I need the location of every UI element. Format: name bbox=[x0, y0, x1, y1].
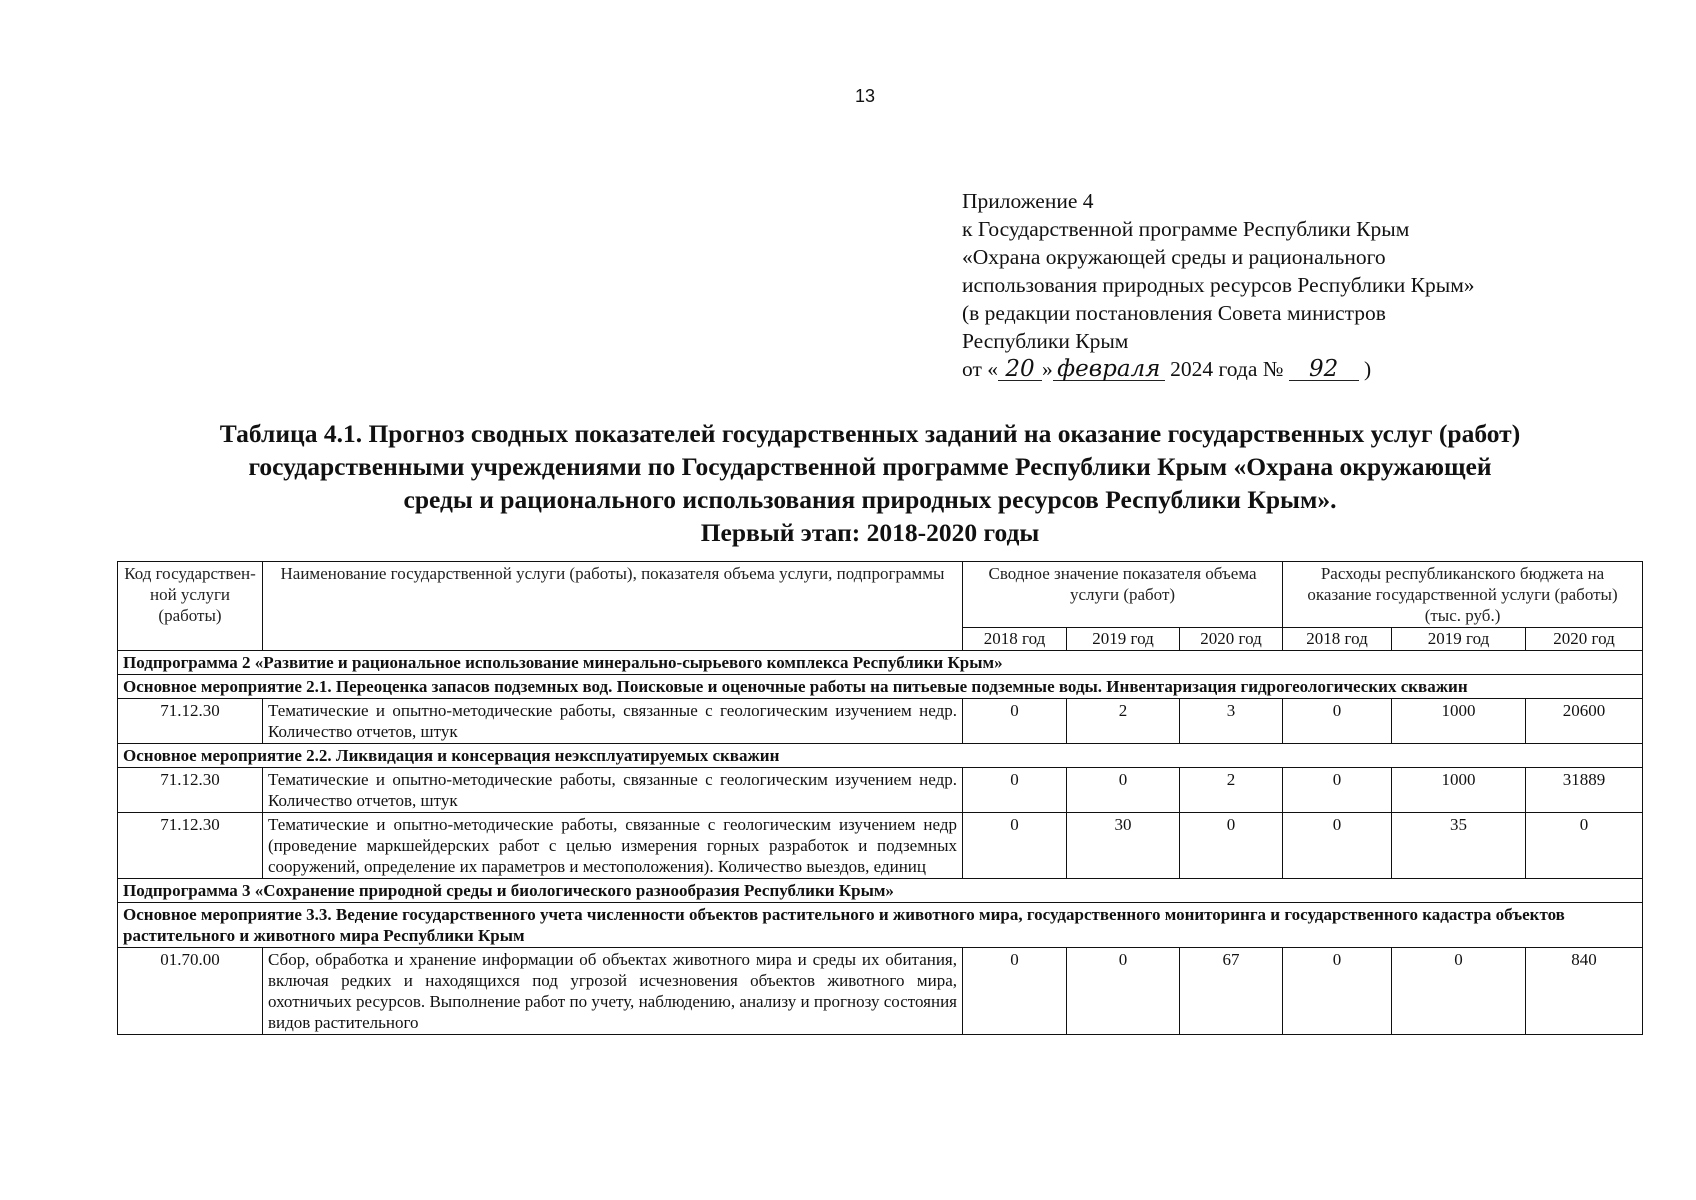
service-name: Тематические и опытно-методические работы, связанные с геологическим изучением недр. Количество отчетов, штук bbox=[263, 768, 963, 813]
appendix-line: «Охрана окружающей среды и рационального bbox=[962, 245, 1386, 269]
header-year: 2020 год bbox=[1180, 628, 1283, 651]
value-cell: 0 bbox=[963, 948, 1067, 1035]
value-cell: 20600 bbox=[1526, 699, 1643, 744]
header-budget: Расходы республиканского бюджета на оказание государственной услуги (работы) (тыс. руб.) bbox=[1283, 562, 1643, 628]
measure-row bbox=[118, 675, 1643, 699]
service-name: Тематические и опытно-методические работы, связанные с геологическим изучением недр. Количество отчетов, штук bbox=[263, 699, 963, 744]
appendix-line: Приложение 4 bbox=[962, 189, 1094, 213]
header-year: 2019 год bbox=[1067, 628, 1180, 651]
value-cell: 0 bbox=[963, 813, 1067, 879]
value-cell: 0 bbox=[1283, 768, 1392, 813]
decree-number-handwritten: 92 bbox=[1289, 358, 1359, 381]
measure-3-3: Основное мероприятие 3.3. Ведение государственного учета численности объектов растительного и животного мира, государственного мониторинга и государственного кадастра объектов растительного и животного мира Республики Крым bbox=[118, 903, 1643, 948]
page-number: 13 bbox=[854, 86, 876, 106]
subprogram-3: Подпрограмма 3 «Сохранение природной среды и биологического разнообразия Республики Крым» bbox=[118, 879, 1643, 903]
value-cell: 0 bbox=[1283, 948, 1392, 1035]
date-month-handwritten: февраля bbox=[1053, 358, 1165, 381]
table-row bbox=[118, 699, 1643, 744]
date-mid: » bbox=[1042, 357, 1053, 381]
value-cell: 0 bbox=[1392, 948, 1526, 1035]
value-cell: 35 bbox=[1392, 813, 1526, 879]
header-name: Наименование государственной услуги (работы), показателя объема услуги, подпрограммы bbox=[263, 562, 963, 651]
subprogram-row bbox=[118, 651, 1643, 675]
appendix-line: использования природных ресурсов Республики Крым» bbox=[962, 273, 1475, 297]
table-title bbox=[110, 417, 1630, 549]
value-cell: 2 bbox=[1180, 768, 1283, 813]
header-code: Код государствен-ной услуги (работы) bbox=[118, 562, 263, 651]
service-name: Тематические и опытно-методические работы, связанные с геологическим изучением недр (проведение маркшейдерских работ с целью измерения горных разработок и подземных сооружений, определение их параметров и местоположения). Количество выездов, единиц bbox=[263, 813, 963, 879]
appendix-line: (в редакции постановления Совета министров bbox=[962, 301, 1386, 325]
header-year: 2018 год bbox=[1283, 628, 1392, 651]
service-code: 71.12.30 bbox=[118, 813, 263, 879]
table-header-row bbox=[118, 562, 1643, 628]
value-cell: 30 bbox=[1067, 813, 1180, 879]
value-cell: 2 bbox=[1067, 699, 1180, 744]
title-line: Первый этап: 2018-2020 годы bbox=[700, 518, 1040, 547]
value-cell: 0 bbox=[1283, 699, 1392, 744]
subprogram-row bbox=[118, 879, 1643, 903]
value-cell: 3 bbox=[1180, 699, 1283, 744]
appendix-block bbox=[962, 187, 1602, 383]
table-row bbox=[118, 768, 1643, 813]
value-cell: 67 bbox=[1180, 948, 1283, 1035]
header-volume: Сводное значение показателя объема услуги (работ) bbox=[963, 562, 1283, 628]
appendix-line: Республики Крым bbox=[962, 329, 1129, 353]
value-cell: 840 bbox=[1526, 948, 1643, 1035]
measure-row bbox=[118, 903, 1643, 948]
value-cell: 0 bbox=[1526, 813, 1643, 879]
appendix-line: к Государственной программе Республики Крым bbox=[962, 217, 1410, 241]
title-line: государственными учреждениями по Государственной программе Республики Крым «Охрана окружающей bbox=[248, 452, 1492, 481]
value-cell: 0 bbox=[1067, 768, 1180, 813]
value-cell: 0 bbox=[963, 768, 1067, 813]
value-cell: 0 bbox=[1283, 813, 1392, 879]
value-cell: 0 bbox=[1067, 948, 1180, 1035]
date-year: 2024 года № bbox=[1164, 357, 1289, 381]
title-line: Таблица 4.1. Прогноз сводных показателей государственных заданий на оказание государственных услуг (работ) bbox=[219, 419, 1521, 448]
measure-row bbox=[118, 744, 1643, 768]
header-year: 2019 год bbox=[1392, 628, 1526, 651]
service-code: 71.12.30 bbox=[118, 768, 263, 813]
service-code: 71.12.30 bbox=[118, 699, 263, 744]
table-row bbox=[118, 813, 1643, 879]
header-year: 2018 год bbox=[963, 628, 1067, 651]
title-line: среды и рационального использования природных ресурсов Республики Крым». bbox=[403, 485, 1337, 514]
service-code: 01.70.00 bbox=[118, 948, 263, 1035]
service-name: Сбор, обработка и хранение информации об объектах животного мира и среды их обитания, включая редких и находящихся под угрозой исчезновения объектов животного мира, охотничьих ресурсов. Выполнение работ по учету, наблюдению, анализу и прогнозу состояния видов растительного bbox=[263, 948, 963, 1035]
appendix-date-line bbox=[962, 355, 1602, 383]
date-suffix: ) bbox=[1358, 357, 1372, 381]
measure-2-1: Основное мероприятие 2.1. Переоценка запасов подземных вод. Поисковые и оценочные работы на питьевые подземные воды. Инвентаризация гидрогеологических скважин bbox=[118, 675, 1643, 699]
date-prefix: от « bbox=[962, 357, 998, 381]
indicators-table bbox=[117, 561, 1643, 1035]
value-cell: 31889 bbox=[1526, 768, 1643, 813]
value-cell: 1000 bbox=[1392, 699, 1526, 744]
value-cell: 0 bbox=[963, 699, 1067, 744]
subprogram-2: Подпрограмма 2 «Развитие и рациональное использование минерально-сырьевого комплекса Республики Крым» bbox=[118, 651, 1643, 675]
measure-2-2: Основное мероприятие 2.2. Ликвидация и консервация неэксплуатируемых скважин bbox=[118, 744, 1643, 768]
date-day-handwritten: 20 bbox=[998, 358, 1042, 381]
table-row bbox=[118, 948, 1643, 1035]
value-cell: 1000 bbox=[1392, 768, 1526, 813]
value-cell: 0 bbox=[1180, 813, 1283, 879]
header-year: 2020 год bbox=[1526, 628, 1643, 651]
